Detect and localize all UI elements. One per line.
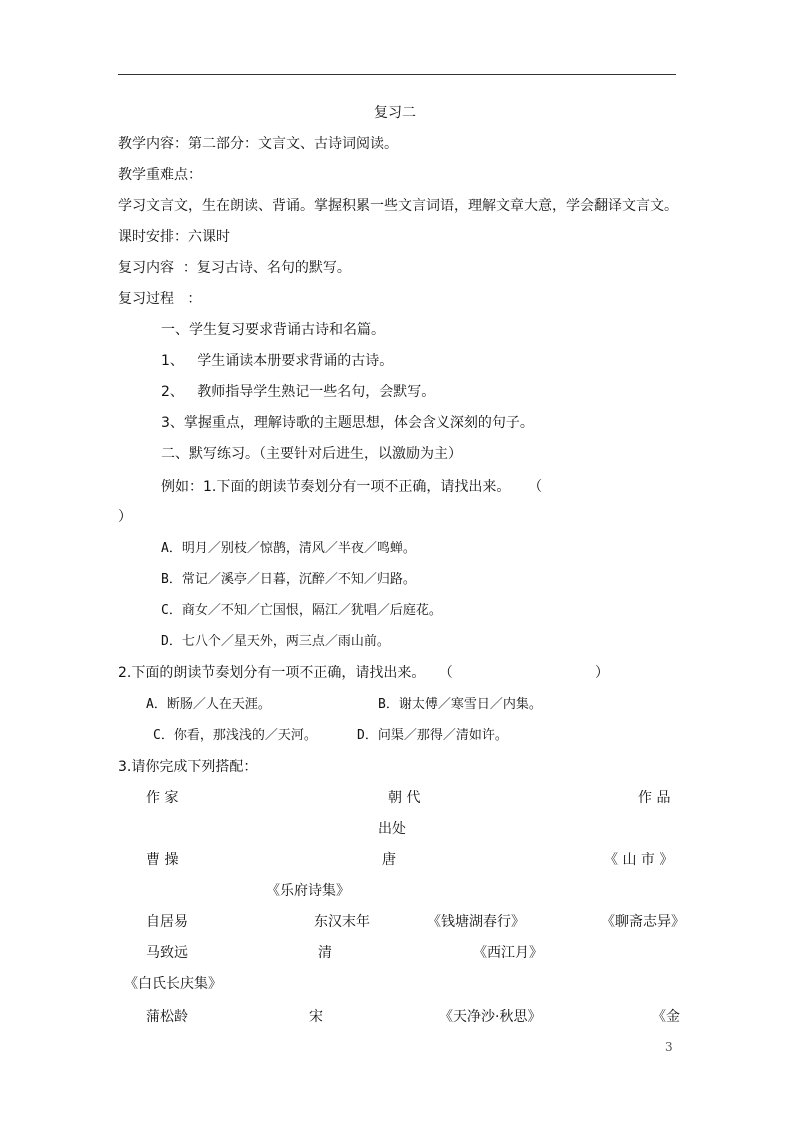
step-1: 1、 学生诵读本册要求背诵的古诗。 — [161, 353, 394, 369]
header-rule — [118, 74, 676, 75]
row2-source: 《聊斋志异》 — [601, 914, 685, 930]
question-3: 3.请你完成下列搭配： — [118, 759, 258, 775]
document-title: 复习二 — [374, 105, 416, 121]
header-source: 出处 — [378, 821, 406, 837]
row4-work: 《天净沙·秋思》 — [439, 1009, 542, 1025]
row4-source: 《金 — [652, 1009, 680, 1025]
q1-option-b: B．常记／溪亭／日暮，沉醉／不知／归路。 — [161, 572, 416, 587]
q1-option-c: C．商女／不知／亡国恨，隔江／犹唱／后庭花。 — [161, 603, 442, 618]
row3-dynasty: 清 — [318, 945, 332, 961]
row1-dynasty: 唐 — [382, 852, 396, 868]
q2-option-c: C．你看，那浅浅的／天河。 — [153, 728, 317, 743]
difficulty-text: 学习文言文，生在朗读、背诵。掌握积累一些文言词语，理解文章大意，学会翻译文言文。 — [118, 198, 678, 214]
q2-option-b: B．谢太傅／寒雪日／内集。 — [378, 697, 542, 712]
section-2: 二、默写练习。（主要针对后进生，以激励为主） — [161, 446, 462, 462]
row2-dynasty: 东汉末年 — [314, 914, 370, 930]
row1-work: 《 山 市 》 — [604, 852, 674, 868]
header-author: 作 家 — [146, 790, 179, 806]
process-label: 复习过程 ： — [118, 291, 202, 307]
question-1-close: ） — [118, 509, 132, 525]
question-2-close: ） — [595, 665, 609, 681]
header-dynasty: 朝 代 — [388, 790, 421, 806]
question-2: 2.下面的朗读节奏划分有一项不正确，请找出来。 （ — [118, 665, 453, 681]
row4-author: 蒲松龄 — [146, 1009, 188, 1025]
header-work: 作 品 — [638, 790, 671, 806]
row3-source: 《白氏长庆集》 — [124, 976, 222, 992]
step-2: 2、 教师指导学生熟记一些名句，会默写。 — [161, 384, 436, 400]
row2-work: 《钱塘湖春行》 — [427, 914, 525, 930]
teaching-content: 教学内容：第二部分：文言文、古诗词阅读。 — [118, 136, 398, 152]
row4-dynasty: 宋 — [309, 1009, 323, 1025]
review-content: 复习内容 ：复习古诗、名句的默写。 — [118, 260, 351, 276]
row3-author: 马致远 — [146, 945, 188, 961]
question-1: 例如：1.下面的朗读节奏划分有一项不正确，请找出来。 （ — [161, 479, 543, 495]
q2-option-d: D．问渠／那得／清如许。 — [357, 728, 508, 743]
q2-option-a: A．断肠／人在天涯。 — [146, 697, 271, 712]
row3-work: 《西江月》 — [473, 945, 543, 961]
row1-author: 曹 操 — [146, 852, 179, 868]
row1-source: 《乐府诗集》 — [266, 883, 350, 899]
page-number: 3 — [665, 1040, 673, 1054]
difficulty-label: 教学重难点： — [118, 167, 202, 183]
section-1: 一、学生复习要求背诵古诗和名篇。 — [161, 322, 385, 338]
q1-option-d: D．七八个／星天外，两三点／雨山前。 — [161, 634, 390, 649]
schedule: 课时安排：六课时 — [118, 229, 230, 245]
step-3: 3、掌握重点，理解诗歌的主题思想，体会含义深刻的句子。 — [161, 415, 534, 431]
q1-option-a: A．明月／别枝／惊鹊，清风／半夜／鸣蝉。 — [161, 541, 416, 556]
row2-author: 自居易 — [146, 914, 188, 930]
